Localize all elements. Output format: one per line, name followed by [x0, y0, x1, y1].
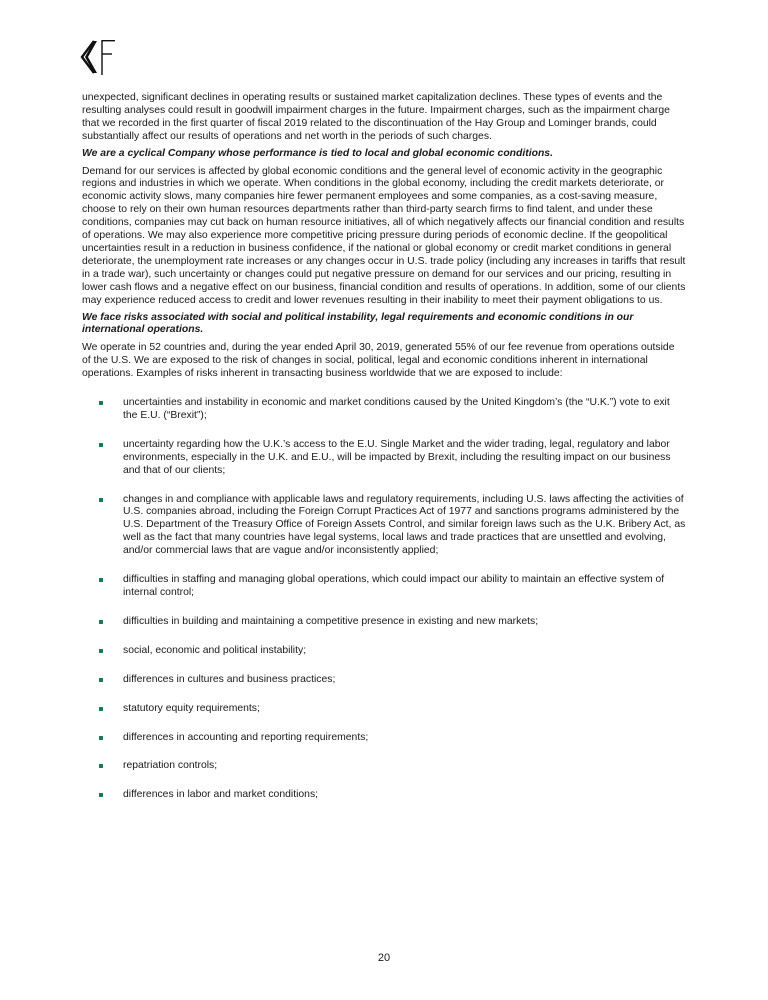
section-heading-international: We face risks associated with social and political instability, legal requirements and economic conditions in our international operations. — [82, 311, 634, 336]
bullet-icon — [99, 678, 103, 682]
page-number: 20 — [377, 952, 391, 964]
bullet-icon — [99, 764, 103, 768]
list-item: uncertainties and instability in economic and market conditions caused by the United Kingdom’s (the “U.K.”) vote to exit the E.U. (“Brexit”); — [82, 397, 686, 423]
company-logo — [80, 38, 128, 76]
list-item: social, economic and political instability; — [82, 645, 686, 658]
list-item: differences in accounting and reporting requirements; — [82, 732, 686, 745]
kf-logo-icon — [80, 38, 128, 76]
bullet-icon — [99, 620, 103, 624]
bullet-icon — [99, 401, 103, 405]
list-item: changes in and compliance with applicable laws and regulatory requirements, including U.S. laws affecting the activities of U.S. companies abroad, including the Foreign Corrupt Practices Act of 1977 and sanctions programs administered by the U.S. Department of the Treasury Office of Foreign Assets Control, and similar foreign laws such as the U.K. Bribery Act, as well as the fact that many countries have legal systems, local laws and trade practices that are unsettled and evolving, and/or commercial laws that are vague and/or inconsistently applied; — [82, 494, 686, 559]
list-item: statutory equity requirements; — [82, 703, 686, 716]
bullet-icon — [99, 736, 103, 740]
intro-paragraph: unexpected, significant declines in operating results or sustained market capitalization declines. These types of events and the resulting analyses could result in goodwill impairment charges in the future. Impairment charges, such as the impairment charge that we recorded in the first quarter of fiscal 2019 related to the discontinuation of the Hay Group and Lominger brands, could substantially affect our results of operations and net worth in the periods of such charges. — [82, 92, 670, 142]
section-body-international: We operate in 52 countries and, during the year ended April 30, 2019, generated 55% of our fee revenue from operations outside of the U.S. We are exposed to the risk of changes in social, political, legal and economic conditions inherent in international operations. Examples of risks inherent in transacting business worldwide that we are exposed to include: — [82, 342, 675, 380]
bullet-icon — [99, 498, 103, 502]
bullet-icon — [99, 793, 103, 797]
risk-list — [82, 397, 686, 802]
section-body-cyclical: Demand for our services is affected by global economic conditions and the general level of economic activity in the geographic regions and industries in which we operate. When conditions in the global economy, including the credit markets deteriorate, or economic activity slows, many companies hire fewer permanent employees and some companies, as a cost-saving measure, choose to rely on their own human resources departments rather than third-party search firms to find talent, and under these conditions, companies may cut back on human resource initiatives, all of which negatively affects our financial condition and results of operations. We may also experience more competitive pricing pressure during periods of economic decline. If the geopolitical uncertainties result in a reduction in business confidence, if the national or global economy or credit market conditions in general deteriorate, the unemployment rate increases or any changes occur in U.S. trade policy (including any increases in tariffs that result in a trade war), such uncertainty or changes could put negative pressure on demand for our services and our pricing, resulting in lower cash flows and a negative effect on our business, financial condition and results of operations. In addition, some of our clients may experience reduced access to credit and lower revenues resulting in their inability to meet their payment obligations to us. — [82, 165, 686, 306]
section-heading-cyclical: We are a cyclical Company whose performance is tied to local and global economic conditions. — [82, 147, 553, 159]
document-body — [82, 92, 686, 818]
list-item: difficulties in building and maintaining a competitive presence in existing and new markets; — [82, 616, 686, 629]
list-item: difficulties in staffing and managing global operations, which could impact our ability to maintain an effective system of internal control; — [82, 574, 686, 600]
bullet-icon — [99, 707, 103, 711]
bullet-icon — [99, 443, 103, 447]
bullet-icon — [99, 578, 103, 582]
list-item: uncertainty regarding how the U.K.’s access to the E.U. Single Market and the wider trading, legal, regulatory and labor environments, especially in the U.K. and E.U., will be impacted by Brexit, including the resulting impact on our business and that of our clients; — [82, 439, 686, 478]
list-item: differences in cultures and business practices; — [82, 674, 686, 687]
list-item: differences in labor and market conditions; — [82, 789, 686, 802]
list-item: repatriation controls; — [82, 760, 686, 773]
bullet-icon — [99, 649, 103, 653]
